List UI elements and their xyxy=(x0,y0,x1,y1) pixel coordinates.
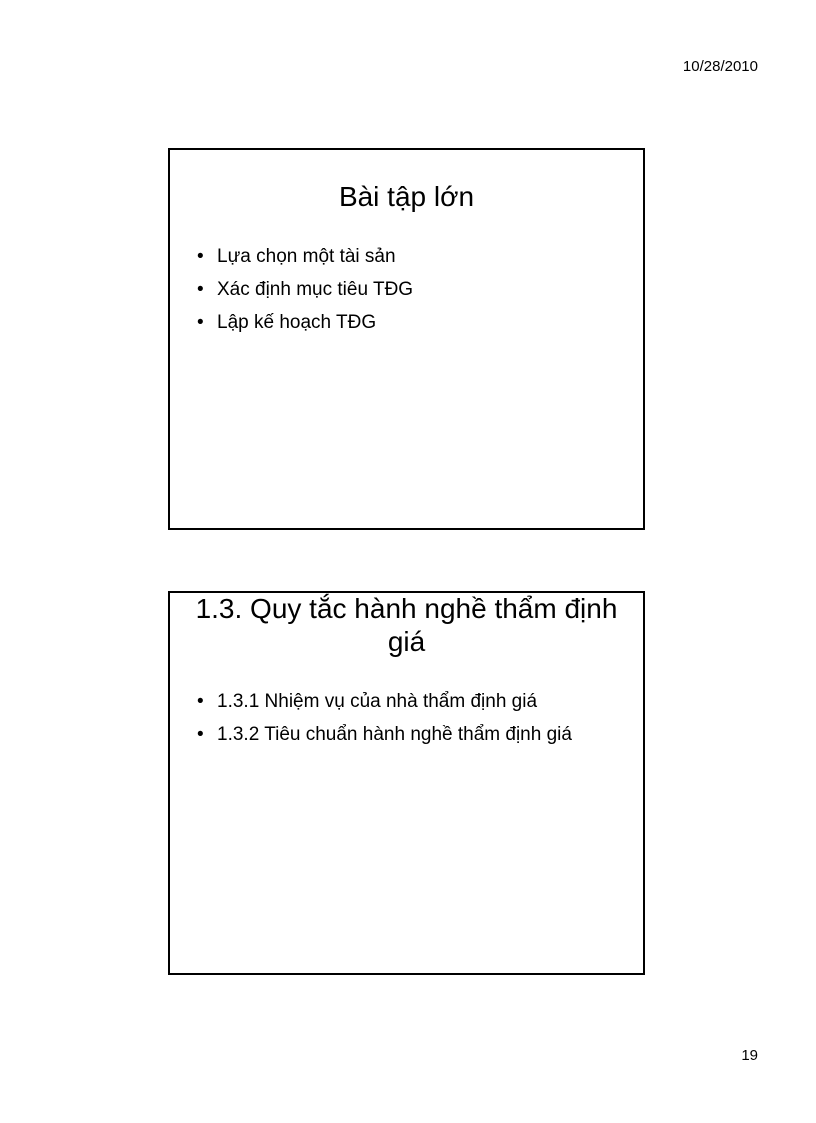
list-item xyxy=(197,685,643,718)
list-item xyxy=(197,273,643,306)
page-number: 19 xyxy=(741,1047,758,1064)
slide-2-bullet-list xyxy=(170,685,643,751)
slide-2-title xyxy=(170,592,643,658)
list-item-text: Lập kế hoạch TĐG xyxy=(217,312,377,333)
bullet-icon: • xyxy=(197,724,204,745)
slide-1 xyxy=(168,148,645,530)
slide-1-bullet-list xyxy=(170,240,643,339)
bullet-icon: • xyxy=(197,312,204,333)
list-item-text: 1.3.1 Nhiệm vụ của nhà thẩm định giá xyxy=(217,691,538,712)
slide-2 xyxy=(168,591,645,975)
bullet-icon: • xyxy=(197,691,204,712)
list-item-text: 1.3.2 Tiêu chuẩn hành nghề thẩm định giá xyxy=(217,724,572,745)
bullet-icon: • xyxy=(197,279,204,300)
slide-2-title-line1: 1.3. Quy tắc hành nghề thẩm định xyxy=(195,593,618,624)
bullet-icon: • xyxy=(197,246,204,267)
page-date: 10/28/2010 xyxy=(682,58,758,75)
list-item xyxy=(197,306,643,339)
list-item xyxy=(197,718,643,751)
slide-1-title: Bài tập lớn xyxy=(338,181,475,212)
list-item-text: Xác định mục tiêu TĐG xyxy=(217,279,414,300)
slide-2-title-line2: giá xyxy=(387,626,426,657)
list-item xyxy=(197,240,643,273)
list-item-text: Lựa chọn một tài sản xyxy=(217,246,396,267)
